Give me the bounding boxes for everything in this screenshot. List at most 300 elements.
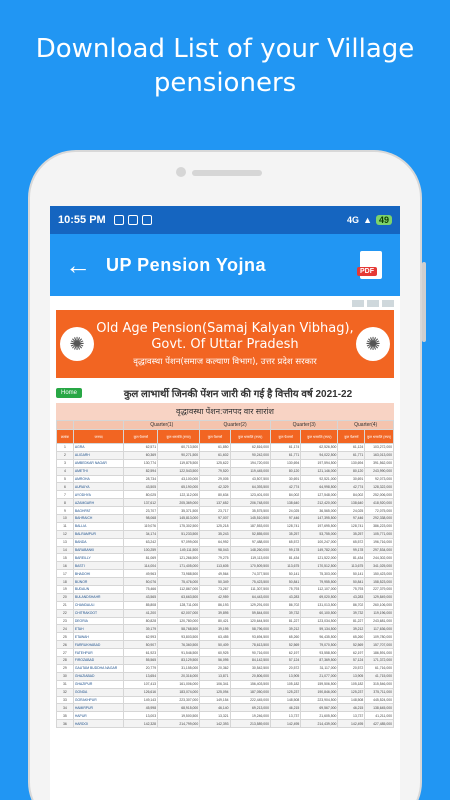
column-header-amount[interactable]: कुल धनराशि (रुपए) [230,430,270,444]
table-cell: 145,510,500 [230,515,270,523]
district-link[interactable]: BAHRAICH [73,515,124,523]
table-cell: 213,589,000 [230,720,270,728]
table-cell: 57,124 [270,657,300,665]
table-cell: 39,732 [270,609,300,617]
table-cell: 80,421 [200,617,230,625]
table-row [57,672,394,680]
table-cell: 41,211,000 [365,712,394,720]
table-cell: 137,612 [124,499,158,507]
table-cell: 34 [57,704,74,712]
banner-subtitle: वृद्धावस्था पेंशन(समाज कल्याण विभाग), उत्तर प्रदेश सरकार [133,357,317,367]
table-cell: 39,179 [124,625,158,633]
table-cell: 68,915,000 [158,704,200,712]
table-cell: 64,992 [200,538,230,546]
table-cell: 190,846,000 [301,688,338,696]
table-cell: 46,215 [270,704,300,712]
table-cell: 13 [57,538,74,546]
district-link[interactable]: ALIGARH [73,451,124,459]
column-header-row [57,430,394,444]
table-cell: 81,434 [338,554,365,562]
table-cell: 183,074,000 [158,688,200,696]
table-cell: 62,816,000 [230,444,270,452]
table-cell: 130,774 [124,459,158,467]
table-cell: 252,006,000 [365,491,394,499]
table-cell: 81,434 [270,554,300,562]
table-cell: 8 [57,499,74,507]
table-row [57,649,394,657]
table-cell: 129,849,000 [365,593,394,601]
table-cell: 20,806,000 [230,672,270,680]
table-cell: 91,546,500 [158,649,200,657]
banner-title-2: Govt. Of Uttar Pradesh [151,337,299,352]
table-cell: 197,695,500 [301,522,338,530]
table-cell: 122,543,500 [158,467,200,475]
table-cell: 31,155,000 [158,664,200,672]
table-cell: 171,372,000 [365,657,394,665]
district-link[interactable]: HAMIRPUR [73,704,124,712]
table-cell: 79,275 [200,554,230,562]
table-row [57,483,394,491]
table-cell: 61,923 [124,649,158,657]
table-cell: 60,713,500 [158,444,200,452]
table-cell: 19,500,500 [158,712,200,720]
table-cell: 15 [57,554,74,562]
table-cell: 63,663,500 [158,593,200,601]
table-cell: 19 [57,586,74,594]
table-cell: 13,003 [124,712,158,720]
table-row [57,578,394,586]
table-cell: 21,605,500 [301,712,338,720]
district-link[interactable]: FATEHPUR [73,649,124,657]
table-cell: 138,640 [270,499,300,507]
district-link[interactable]: AURAIYA [73,483,124,491]
table-row [57,704,394,712]
table-cell: 30,542,500 [230,664,270,672]
table-cell: 175,302,500 [158,522,200,530]
notification-icon [114,215,124,225]
table-cell: 128,741 [270,522,300,530]
table-cell: 20,572 [338,664,365,672]
table-cell: 82,594 [124,467,158,475]
table-row [57,664,394,672]
table-row [57,633,394,641]
home-button[interactable]: Home [56,388,82,398]
table-cell: 43,283 [338,593,365,601]
table-cell: 59,844,000 [230,609,270,617]
table-cell: 92,521,000 [301,475,338,483]
table-cell: 28,734 [124,475,158,483]
table-cell: 83,129,500 [158,657,200,665]
district-link[interactable]: AMETHI [73,467,124,475]
table-cell: 161,006,000 [158,680,200,688]
table-cell: 43,283 [270,593,300,601]
column-header-district[interactable]: जनपद [73,430,124,444]
table-cell: 39,195 [200,625,230,633]
app-title: UP Pension Yojna [106,254,267,275]
table-cell: 142,495 [338,720,365,728]
app-screen [50,206,400,800]
table-cell: 117,636,000 [365,625,394,633]
table-cell: 128,741 [338,522,365,530]
district-link[interactable]: BAREILLY [73,554,124,562]
table-cell: 24,025 [338,507,365,515]
table-cell: 12 [57,530,74,538]
table-row [57,515,394,523]
district-link[interactable]: BULANDSHAHR [73,593,124,601]
table-cell: 125,622 [200,459,230,467]
table-cell: 42,959 [200,593,230,601]
table-cell: 81,227 [338,617,365,625]
district-link[interactable]: BARABANKI [73,546,124,554]
table-cell: 227,379,000 [365,586,394,594]
table-cell: 42,774 [338,483,365,491]
table-cell: 13,905 [270,672,300,680]
signal-label: 4G [347,215,360,225]
font-size-icon[interactable] [382,300,394,307]
table-cell: 75,466 [124,586,158,594]
promo-line-2: pensioners [153,68,297,98]
table-cell: 62,993 [124,633,158,641]
table-cell: 74,377,500 [230,570,270,578]
district-link[interactable]: GAUTAM BUDDHA NAGAR [73,664,124,672]
table-cell: 97,099,000 [158,538,200,546]
table-cell: 64,998,500 [301,483,338,491]
district-link[interactable]: HARDOI [73,720,124,728]
table-row [57,491,394,499]
table-cell: 147,395,500 [301,515,338,523]
table-cell: 128,711,000 [158,601,200,609]
table-cell: 13,737 [338,712,365,720]
table-cell: 13,654 [124,672,158,680]
table-cell: 126,616 [124,688,158,696]
table-row [57,530,394,538]
table-cell: 65,260 [338,633,365,641]
table-cell: 43,505 [124,483,158,491]
table-cell: 391,562,000 [365,459,394,467]
table-cell: 50,841 [270,578,300,586]
table-cell: 427,485,000 [365,720,394,728]
table-cell: 113,675 [338,562,365,570]
table-cell: 76,360,500 [158,641,200,649]
table-cell: 170,512,500 [301,562,338,570]
table-cell: 106,341 [200,680,230,688]
column-header-amount[interactable]: कुल धनराशि (रुपए) [301,430,338,444]
table-cell: 39,732 [338,609,365,617]
table-cell: 13,871 [200,672,230,680]
top-icons [56,300,394,308]
table-cell: 61,124 [338,444,365,452]
table-cell: 62,526,500 [301,444,338,452]
table-cell: 50,907 [124,641,158,649]
table-cell: 120,780,000 [158,617,200,625]
font-size-icon[interactable] [367,300,379,307]
table-cell: 223,307,000 [158,696,200,704]
table-cell: 315,546,000 [365,680,394,688]
quarter-header-row [57,421,394,430]
table-cell: 51,233,500 [158,530,200,538]
table-cell: 80,120 [338,467,365,475]
table-cell: 52,569 [270,641,300,649]
table-cell: 212,420,000 [301,499,338,507]
district-link[interactable]: GHAZIABAD [73,672,124,680]
table-cell: 64,443,000 [230,593,270,601]
table-cell: 73,267 [200,586,230,594]
table-cell: 119,875,500 [158,459,200,467]
table-cell: 130,694 [338,459,365,467]
district-link[interactable]: BHADOHI [73,570,124,578]
table-row [57,593,394,601]
district-link[interactable]: ETAWAH [73,633,124,641]
table-cell: 41,715,000 [365,672,394,680]
table-cell: 5 [57,475,74,483]
district-link[interactable]: FIROZABAD [73,657,124,665]
table-row [57,688,394,696]
table-cell: 39,212 [270,625,300,633]
table-cell: 187,050,000 [230,688,270,696]
signal-icon: ▲ [363,215,372,225]
table-cell: 43,565 [124,593,158,601]
district-link[interactable]: AYODHYA [73,491,124,499]
table-cell: 6 [57,483,74,491]
column-header-pensioners[interactable]: कुल पेंशनर्स [270,430,300,444]
district-link[interactable]: CHANDAULI [73,601,124,609]
table-cell: 21,077,000 [301,672,338,680]
district-link[interactable]: FARRUKHABAD [73,641,124,649]
table-cell: 31 [57,680,74,688]
table-cell: 103,272,000 [365,444,394,452]
table-cell: 93,558,500 [301,649,338,657]
table-cell: 214,439,000 [301,720,338,728]
table-cell: 292,338,000 [365,515,394,523]
district-link[interactable]: AZAMGARH [73,499,124,507]
pdf-download-icon[interactable] [360,251,382,279]
district-link[interactable]: BAGHPAT [73,507,124,515]
table-cell: 35,243 [200,530,230,538]
table-cell: 79,520 [200,467,230,475]
table-cell: 62,007,000 [158,609,200,617]
table-cell: 31,117,000 [301,664,338,672]
table-cell: 11 [57,522,74,530]
district-link[interactable]: GORAKHPUR [73,696,124,704]
district-link[interactable]: BALRAMPUR [73,530,124,538]
district-link[interactable]: AGRA [73,444,124,452]
table-cell: 194,720,000 [230,459,270,467]
table-cell: 148,260,000 [230,546,270,554]
table-cell: 121,522,000 [301,554,338,562]
table-cell: 43,100,000 [158,475,200,483]
table-cell: 23,707 [124,507,158,515]
column-header-amount[interactable]: कुल धनराशि (रुपए) [158,430,200,444]
table-cell: 375,711,000 [365,688,394,696]
district-link[interactable]: GONDA [73,688,124,696]
table-cell: 130,694 [270,459,300,467]
table-cell: 112,107,000 [301,586,338,594]
table-row [57,570,394,578]
column-header-sno[interactable]: क्रमांक [57,430,74,444]
table-cell: 60,925 [200,649,230,657]
table-cell: 26 [57,641,74,649]
up-emblem-icon: ✺ [60,327,94,361]
district-link[interactable]: BUDAUN [73,586,124,594]
table-cell: 159,506,500 [301,680,338,688]
table-row [57,499,394,507]
table-cell: 80,025 [124,491,158,499]
table-cell: 149,782,000 [301,546,338,554]
table-cell: 50,349 [200,578,230,586]
table-cell: 30 [57,672,74,680]
district-link[interactable]: HAPUR [73,712,124,720]
table-cell: 63,242 [124,538,158,546]
table-cell: 79,955,500 [301,578,338,586]
table-cell: 137,652 [200,499,230,507]
district-link[interactable]: GHAZIPUR [73,680,124,688]
column-header-amount[interactable]: कुल धनराशि (रुपए) [365,430,394,444]
quarter-header: Quarter(3) [270,421,337,430]
table-cell: 75,793 [270,586,300,594]
table-cell: 61,174 [270,444,300,452]
banner-text [94,321,356,367]
table-row [57,444,394,452]
table-cell: 119,076 [124,522,158,530]
table-cell: 21 [57,601,74,609]
district-link[interactable]: ETAH [73,625,124,633]
district-link[interactable]: DEORIA [73,617,124,625]
table-cell: 80,120 [270,467,300,475]
table-cell: 93,803,500 [158,633,200,641]
table-row [57,641,394,649]
table-cell: 28 [57,657,74,665]
table-cell: 99,178 [270,546,300,554]
table-cell: 196,716,000 [365,538,394,546]
table-cell: 50,141 [270,570,300,578]
district-link[interactable]: CHITRAKOOT [73,609,124,617]
table-cell: 214,799,000 [158,720,200,728]
table-row [57,451,394,459]
table-cell: 223,904,500 [301,696,338,704]
blank-header [57,421,74,430]
table-cell: 55,565 [124,657,158,665]
table-cell: 142,393 [200,720,230,728]
district-link[interactable]: BIJNOR [73,578,124,586]
table-cell: 125,218 [200,522,230,530]
table-cell: 119,196,000 [365,609,394,617]
speaker-grille [192,170,262,176]
table-cell: 186,591,000 [365,649,394,657]
table-cell: 98,043 [200,546,230,554]
table-cell: 123,034,500 [301,617,338,625]
table-cell: 86,702 [270,601,300,609]
district-link[interactable]: AMBEDKAR NAGAR [73,459,124,467]
table-cell: 149,111,500 [158,546,200,554]
table-cell: 114,004 [124,562,158,570]
table-cell: 341,025,000 [365,562,394,570]
table-cell: 171,405,000 [158,562,200,570]
table-cell: 297,534,000 [365,546,394,554]
table-cell: 128,322,000 [365,483,394,491]
table-row [57,625,394,633]
message-icon [128,215,138,225]
quarter-header: Quarter(2) [200,421,271,430]
app-notification-icon [142,215,152,225]
table-cell: 17 [57,570,74,578]
back-arrow-icon[interactable]: ← [65,249,91,280]
table-cell: 52,569 [338,641,365,649]
side-button [422,262,426,342]
column-header-pensioners[interactable]: कुल पेंशनर्स [124,430,158,444]
district-link[interactable]: BANDA [73,538,124,546]
table-cell: 61,716,000 [365,664,394,672]
promo-line-1: Download List of your Village [35,34,415,64]
title-row [56,386,394,400]
table-cell: 4 [57,467,74,475]
table-cell: 206,748,000 [230,499,270,507]
table-row [57,459,394,467]
table-cell: 64,393,500 [230,483,270,491]
column-header-pensioners[interactable]: कुल पेंशनर्स [200,430,230,444]
table-cell: 148,508 [270,696,300,704]
table-cell: 150,423,000 [365,570,394,578]
table-cell: 35,257 [338,530,365,538]
column-header-pensioners[interactable]: कुल पेंशनर्स [338,430,365,444]
table-cell: 29 [57,664,74,672]
table-cell: 73,988,500 [158,570,200,578]
table-cell: 13,905 [338,672,365,680]
table-cell: 45,998 [124,704,158,712]
table-cell: 20,316,000 [158,672,200,680]
table-cell: 36,565,000 [301,507,338,515]
district-link[interactable]: BALLIA [73,522,124,530]
table-row [57,507,394,515]
table-cell: 52,855,000 [230,530,270,538]
table-cell: 35,371,500 [158,507,200,515]
table-cell: 445,524,000 [365,696,394,704]
font-size-icon[interactable] [352,300,364,307]
table-cell: 123,401,000 [230,491,270,499]
table-cell: 65,190,000 [158,483,200,491]
table-cell: 49,564 [200,570,230,578]
table-cell: 69,567,000 [301,704,338,712]
status-right [347,215,392,225]
table-cell: 84,002 [270,491,300,499]
district-link[interactable]: BASTI [73,562,124,570]
table-cell: 98,068 [124,515,158,523]
table-cell: 7 [57,491,74,499]
table-cell: 50,076 [124,578,158,586]
table-cell: 119,445,000 [230,467,270,475]
table-cell: 90,716,000 [230,649,270,657]
table-cell: 35,257 [270,530,300,538]
table-cell: 100,259 [124,546,158,554]
table-cell: 243,990,000 [365,467,394,475]
table-cell: 138,645,000 [365,704,394,712]
table-cell: 170,509,500 [230,562,270,570]
table-cell: 65,572 [338,538,365,546]
table-cell: 99,178 [338,546,365,554]
district-link[interactable]: AMROHA [73,475,124,483]
app-bar [50,234,400,296]
table-cell: 142,495 [270,720,300,728]
table-cell: 81,227 [270,617,300,625]
status-time: 10:55 PM [58,214,106,226]
table-cell: 50,841 [338,578,365,586]
table-cell: 62,571 [124,444,158,452]
table-cell: 23,717 [200,507,230,515]
table-cell: 222,445,000 [230,696,270,704]
table-cell: 20 [57,593,74,601]
blank-header [73,421,124,430]
table-cell: 109,780,000 [365,633,394,641]
table-cell: 50,409 [200,641,230,649]
